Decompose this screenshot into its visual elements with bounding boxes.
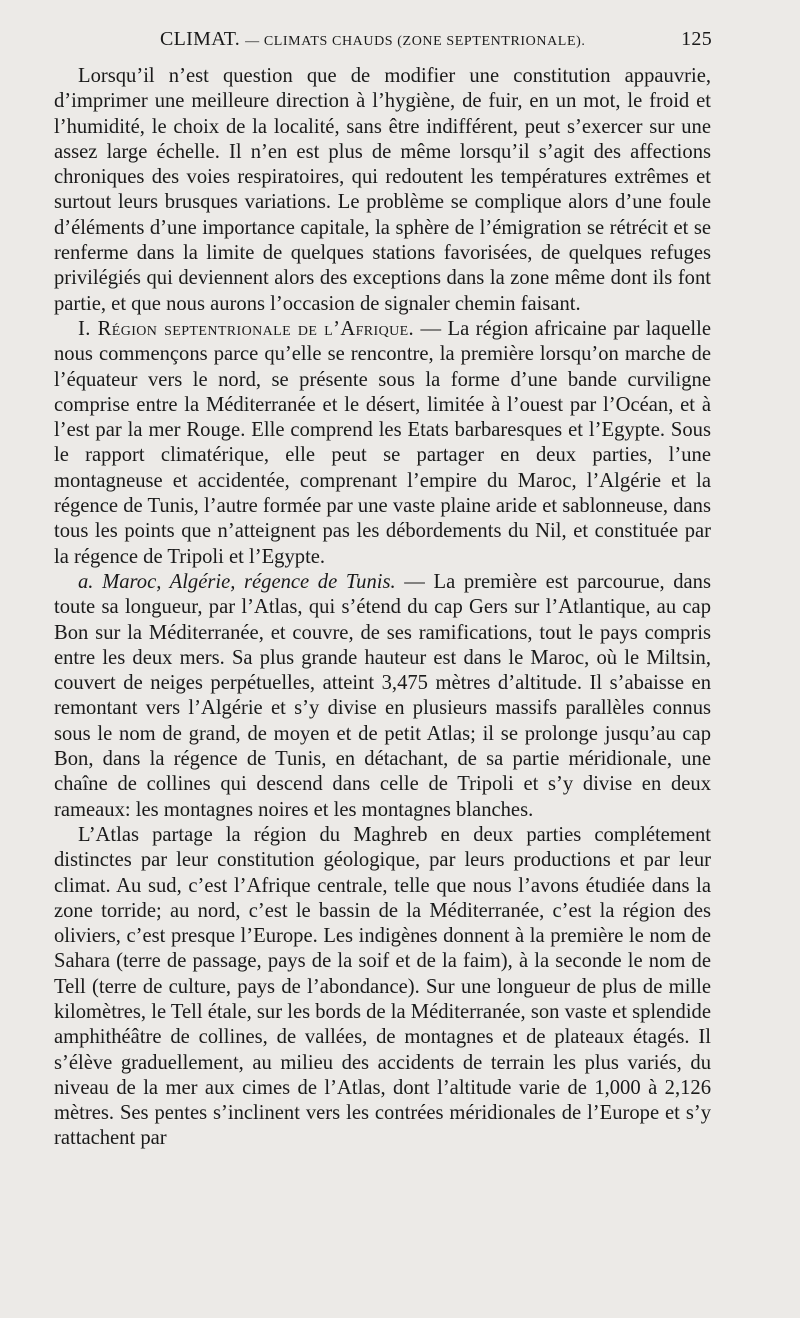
paragraph-maroc-algerie-tunis — [54, 570, 711, 823]
running-head — [160, 28, 712, 54]
paragraph-atlas-maghreb: L’Atlas partage la région du Maghreb en deux parties complétement distinctes par leur constitution géologique, par leurs productions et par leur climat. Au sud, c’est l’Afrique centrale, telle que nous l’avons étudiée dans la zone torride; au nord, c’est le bassin de la Méditerranée, c’est la région des oliviers, c’est presque l’Europe. Les indigènes donnent à la première le nom de Sahara (terre de passage, pays de la soif et de la faim), à la seconde le nom de Tell (terre de culture, pays de l’abondance). Sur une longueur de plus de mille kilomètres, le Tell étale, sur les bords de la Méditerranée, son vaste et splendide amphithéâtre de collines, de vallées, de montagnes et de plateaux étagés. Il s’élève graduellement, au milieu des accidents de terrain les plus variés, du niveau de la mer aux cimes de l’Atlas, dont l’altitude varie de 1,000 à 2,126 mètres. Ses pentes s’inclinent vers les contrées méridionales de l’Europe et s’y rattachent par — [54, 823, 711, 1150]
paragraph-constitution: Lorsqu’il n’est question que de modifier une constitution appauvrie, d’imprimer une meilleure direction à l’hygiène, de fuir, en un mot, le froid et l’humidité, le choix de la localité, sans être indifférent, peut s’exercer sur une assez large échelle. Il n’en est plus de même lorsqu’il s’agit des affections chroniques des voies respiratoires, qui redoutent les températures extrêmes et surtout leurs brusques variations. Le problème se complique alors d’une foule d’éléments d’une importance capitale, la sphère de l’émigration se rétrécit et se renferme dans la limite de quelques stations favorisées, de quelques refuges privilégiés qui deviennent alors des exceptions dans la zone même dont ils font partie, et que nous aurons l’occasion de signaler chemin faisant. — [54, 65, 711, 315]
subsection-heading-maroc: a. Maroc, Algérie, régence de Tunis. — [78, 570, 396, 593]
running-title — [160, 28, 585, 51]
body-text — [54, 64, 711, 1152]
running-title-sub: — CLIMATS CHAUDS (ZONE SEPTENTRIONALE). — [245, 34, 586, 49]
paragraph-maroc-text: — La première est parcourue, dans toute sa longueur, par l’Atlas, qui s’étend du cap Gers sur l’Atlantique, au cap Bon sur la Méditerranée, et couvre, de ses ramifications, tout le pays compris entre les deux mers. Sa plus grande hauteur est dans le Maroc, où le Miltsin, couvert de neiges perpétuelles, atteint 3,475 mètres d’altitude. Il s’abaisse en remontant vers l’Algérie et s’y divise en plusieurs massifs parallèles connus sous le nom de grand, de moyen et de petit Atlas; il se prolonge jusqu’au cap Bon, dans la régence de Tunis, en détachant, de sa partie méridionale, une chaîne de collines qui descend dans celle de Tripoli et s’y divise en deux rameaux: les montagnes noires et les montagnes blanches. — [54, 570, 711, 821]
section-heading-region-septentrionale: I. Région septentrionale de l’Afrique. — [78, 317, 415, 340]
paragraph-region-afrique — [54, 317, 711, 570]
page-number: 125 — [681, 28, 712, 50]
running-title-main: CLIMAT. — [160, 28, 241, 50]
paragraph-region-afrique-text: — La région africaine par laquelle nous commençons parce qu’elle se rencontre, la première lorsqu’on marche de l’équateur vers le nord, se présente sous la forme d’une bande curviligne comprise entre la Méditerranée et le désert, limitée à l’ouest par l’Océan, et à l’est par la mer Rouge. Elle comprend les Etats barbaresques et l’Egypte. Sous le rapport climatérique, elle peut se partager en deux parties, l’une montagneuse et accidentée, comprenant l’empire du Maroc, l’Algérie et la régence de Tunis, l’autre formée par une vaste plaine aride et sablonneuse, dans tous les points que n’atteignent pas les débordements du Nil, et constituée par la régence de Tripoli et l’Egypte. — [54, 317, 711, 568]
